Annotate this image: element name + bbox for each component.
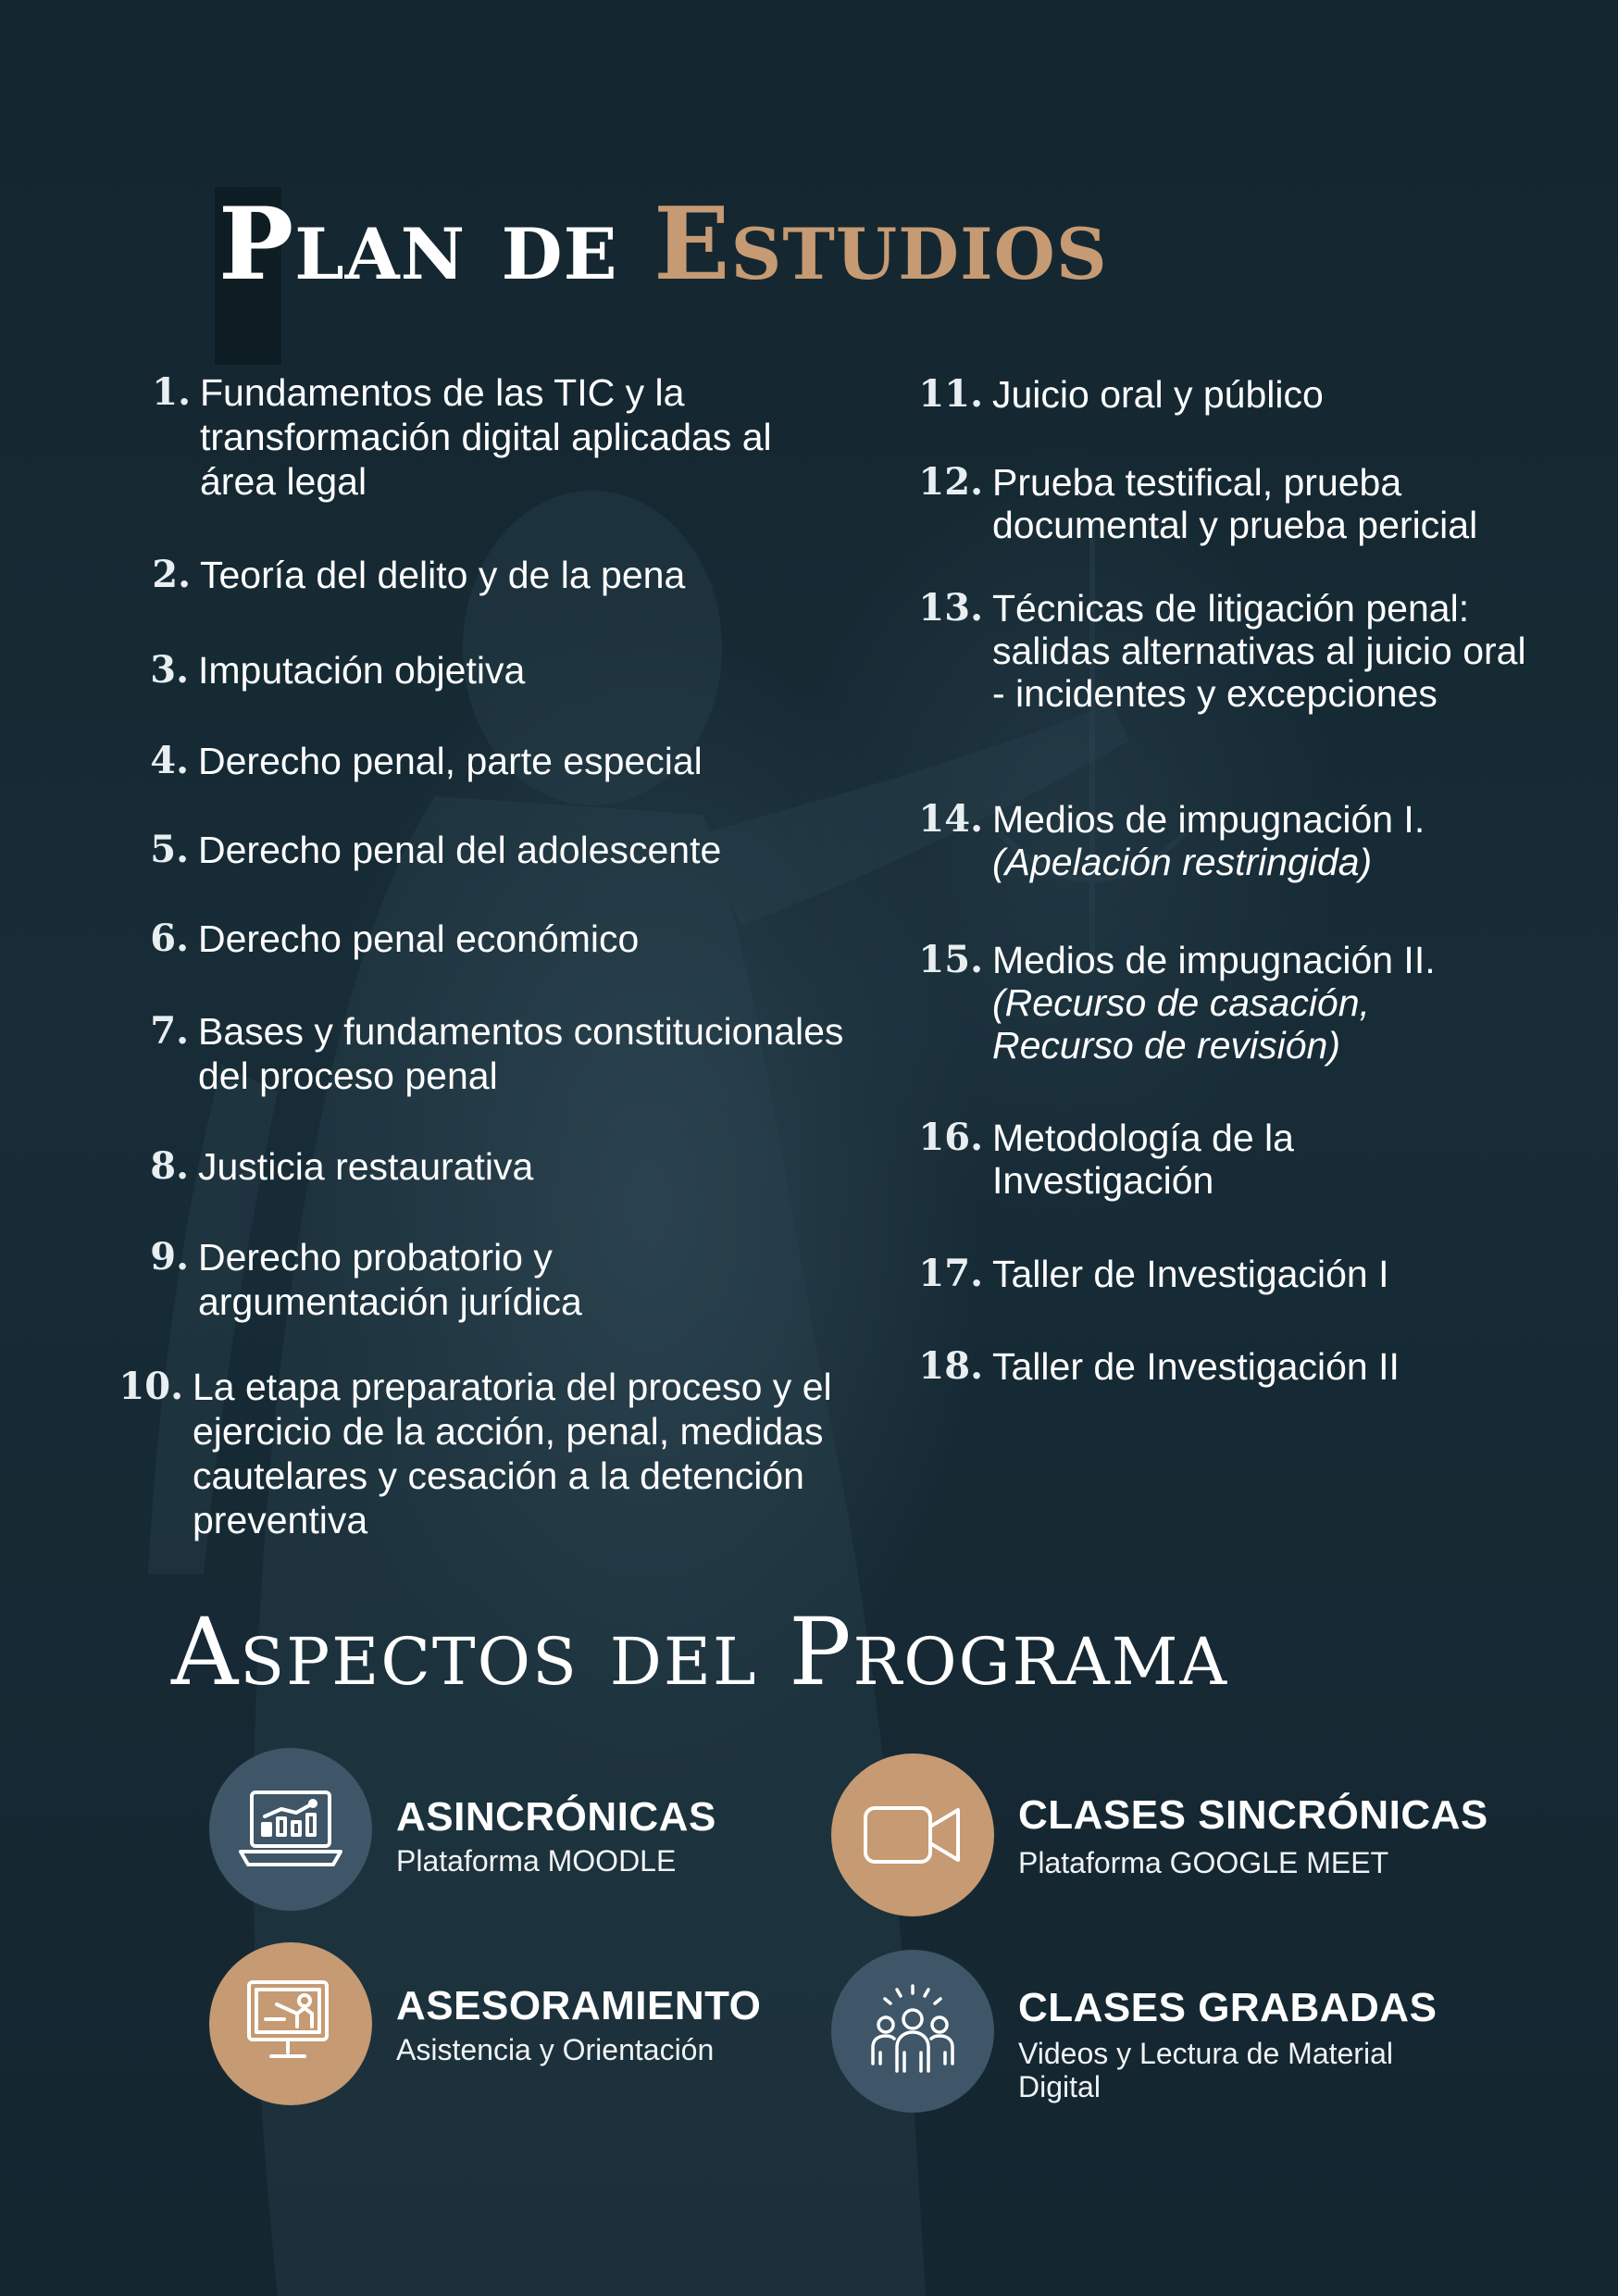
item-number: 10. (118, 1365, 183, 1408)
group-people-icon (862, 1980, 964, 2082)
item-number: 4. (150, 739, 189, 782)
item-number: 12. (918, 460, 983, 504)
aspect-circle (831, 1753, 994, 1916)
item-text: Juicio oral y público (992, 373, 1324, 416)
study-item (918, 1252, 1548, 1296)
item-text: Imputación objetiva (198, 649, 526, 692)
item-text: Metodología de la Investigación (992, 1117, 1294, 1202)
item-text: Prueba testifical, prueba documental y prueba pericial (992, 461, 1478, 546)
item-text: Taller de Investigación I (992, 1253, 1389, 1295)
item-text: Teoría del delito y de la pena (200, 554, 686, 596)
item-text: Derecho penal del adolescente (198, 829, 722, 871)
item-number: 3. (150, 648, 189, 692)
item-text: Fundamentos de las TIC y la transformación digital aplicadas al área legal (200, 371, 772, 503)
plan-title-part1: Plan de (218, 186, 618, 303)
aspects-title: Aspectos del Programa (171, 1598, 1229, 1706)
item-number: 15. (918, 938, 983, 981)
video-camera-icon (862, 1803, 964, 1867)
item-number: 13. (918, 586, 983, 630)
item-note: (Recurso de casación, Recurso de revisión) (992, 981, 1370, 1067)
item-note: (Apelación restringida) (992, 841, 1373, 883)
study-item (150, 739, 846, 783)
study-item (152, 553, 848, 597)
item-number: 5. (150, 828, 189, 871)
study-item (918, 797, 1548, 883)
item-text: Medios de impugnación I. (992, 798, 1425, 841)
aspect-title: CLASES GRABADAS (1018, 1985, 1438, 2030)
item-number: 8. (150, 1144, 189, 1188)
study-item (152, 370, 848, 504)
item-text: Taller de Investigación II (992, 1345, 1400, 1388)
study-item (918, 1116, 1548, 1202)
item-number: 9. (150, 1235, 189, 1279)
aspect-subtitle: Asistencia y Orientación (396, 2033, 715, 2066)
aspect-title: CLASES SINCRÓNICAS (1018, 1792, 1488, 1838)
aspect-subtitle: Plataforma GOOGLE MEET (1018, 1846, 1389, 1879)
aspect-circle (831, 1950, 994, 2113)
study-item (150, 1144, 846, 1189)
aspect-title: ASESORAMIENTO (396, 1983, 762, 2028)
item-text: Derecho probatorio y argumentación jurídica (198, 1236, 582, 1323)
study-item (918, 1344, 1548, 1389)
study-item (150, 1009, 874, 1098)
study-item (918, 372, 1548, 417)
item-text: Medios de impugnación II. (992, 939, 1436, 981)
study-item (118, 1365, 850, 1542)
aspect-subtitle: Plataforma MOODLE (396, 1844, 677, 1878)
study-item (918, 938, 1548, 1067)
item-text: Justicia restaurativa (198, 1145, 534, 1188)
item-text: Bases y fundamentos constitucionales del proceso penal (198, 1010, 844, 1097)
study-item (150, 828, 846, 872)
item-text: La etapa preparatoria del proceso y el ejercicio de la acción, penal, medidas cautelares y cesación a la detención preventiva (193, 1366, 832, 1541)
presenter-screen-icon (240, 1973, 342, 2075)
item-number: 14. (918, 797, 983, 841)
aspect-title: ASINCRÓNICAS (396, 1794, 716, 1840)
item-number: 1. (152, 370, 191, 414)
item-number: 6. (150, 917, 189, 960)
plan-title (218, 186, 1108, 303)
item-number: 16. (918, 1116, 983, 1159)
item-number: 11. (918, 372, 983, 416)
item-text: Técnicas de litigación penal: salidas alternativas al juicio oral - incidentes y excepciones (992, 587, 1526, 715)
aspect-subtitle: Videos y Lectura de Material Digital (1018, 2037, 1393, 2103)
study-item (150, 917, 846, 961)
item-number: 17. (918, 1252, 983, 1295)
item-text: Derecho penal, parte especial (198, 740, 703, 782)
item-number: 2. (152, 553, 191, 596)
study-item (150, 1235, 679, 1324)
item-number: 18. (918, 1344, 983, 1388)
study-item (918, 460, 1548, 546)
laptop-chart-icon (235, 1783, 346, 1876)
plan-title-part2: Estudios (653, 186, 1108, 303)
item-number: 7. (150, 1009, 189, 1053)
aspect-circle (209, 1748, 372, 1911)
study-item (150, 648, 846, 693)
item-text: Derecho penal económico (198, 917, 640, 960)
study-item (918, 586, 1548, 715)
aspect-circle (209, 1942, 372, 2105)
